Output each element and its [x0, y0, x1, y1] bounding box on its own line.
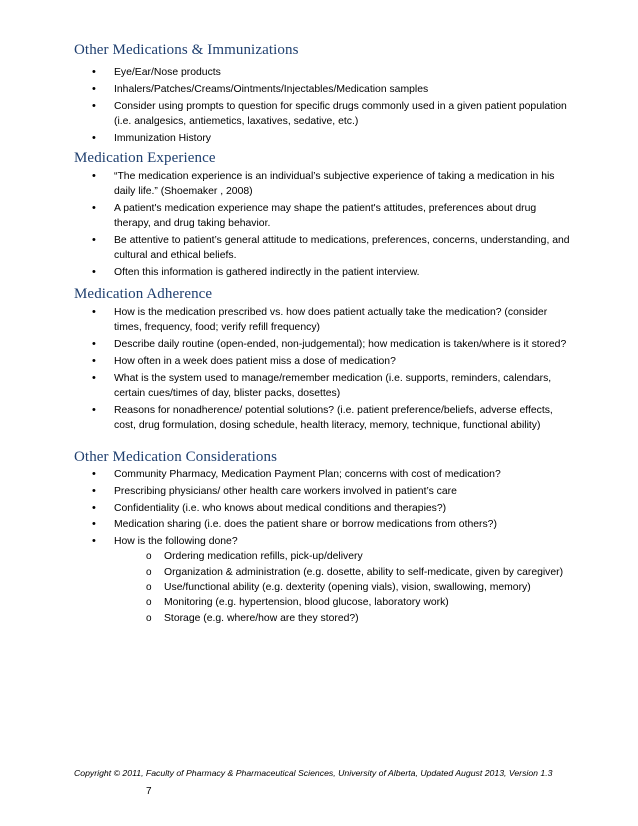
medication-experience-list [92, 169, 572, 282]
page-number: 7 [146, 786, 152, 797]
sub-list-item: o Organization & administration (e.g. dosette, ability to self-medicate, given by caregiver) [146, 565, 572, 580]
section-heading-other-considerations: Other Medication Considerations [74, 449, 278, 465]
list-item: • What is the system used to manage/remember medication (i.e. supports, reminders, calendars, certain cues/times of day, blister packs, dosettes) [92, 371, 572, 402]
other-medications-list [92, 65, 572, 147]
medication-adherence-list [92, 305, 572, 435]
list-item: • Often this information is gathered indirectly in the patient interview. [92, 265, 572, 280]
sub-list-item: o Storage (e.g. where/how are they stored?) [146, 611, 572, 626]
sub-list-item: o Use/functional ability (e.g. dexterity (opening vials), vision, swallowing, memory) [146, 580, 572, 595]
copyright-footer: Copyright © 2011, Faculty of Pharmacy & Pharmaceutical Sciences, University of Alberta, Updated August 2013, Version 1.3 [74, 768, 553, 778]
sub-list-item: o Ordering medication refills, pick-up/delivery [146, 549, 572, 564]
list-item: • “The medication experience is an individual’s subjective experience of taking a medication in his daily life.” (Shoemaker , 2008) [92, 169, 572, 200]
section-heading-other-medications: Other Medications & Immunizations [74, 42, 299, 58]
list-item: • A patient's medication experience may shape the patient's attitudes, preferences about drug therapy, and drug taking behavior. [92, 201, 572, 232]
sub-list-item: o Monitoring (e.g. hypertension, blood glucose, laboratory work) [146, 595, 572, 610]
list-item: • Describe daily routine (open-ended, non-judgemental); how medication is taken/where is it stored? [92, 337, 572, 352]
section-heading-medication-adherence: Medication Adherence [74, 286, 213, 302]
list-item [92, 534, 572, 626]
list-item: • Consider using prompts to question for specific drugs commonly used in a given patient population (i.e. analgesics, antiemetics, laxatives, sedative, etc.) [92, 99, 572, 130]
other-considerations-list [92, 467, 572, 627]
list-item: • Inhalers/Patches/Creams/Ointments/Injectables/Medication samples [92, 82, 572, 97]
list-item-text: How is the following done? [114, 536, 238, 548]
list-item: • Prescribing physicians/ other health care workers involved in patient’s care [92, 484, 572, 499]
section-heading-medication-experience: Medication Experience [74, 150, 216, 166]
list-item: • Confidentiality (i.e. who knows about medical conditions and therapies?) [92, 501, 572, 516]
list-item: • Be attentive to patient’s general attitude to medications, preferences, concerns, understanding, and cultural and ethical beliefs. [92, 233, 572, 264]
list-item: • Reasons for nonadherence/ potential solutions? (i.e. patient preference/beliefs, adverse effects, cost, drug formulation, dosing schedule, health literacy, memory, technique, functional ability) [92, 403, 572, 434]
list-item: • Eye/Ear/Nose products [92, 65, 572, 80]
list-item: • Immunization History [92, 131, 572, 146]
list-item: • How often in a week does patient miss a dose of medication? [92, 354, 572, 369]
list-item: • How is the medication prescribed vs. how does patient actually take the medication? (consider times, frequency, food; verify refill frequency) [92, 305, 572, 336]
list-item: • Medication sharing (i.e. does the patient share or borrow medications from others?) [92, 517, 572, 532]
sub-list [114, 549, 572, 625]
list-item: • Community Pharmacy, Medication Payment Plan; concerns with cost of medication? [92, 467, 572, 482]
